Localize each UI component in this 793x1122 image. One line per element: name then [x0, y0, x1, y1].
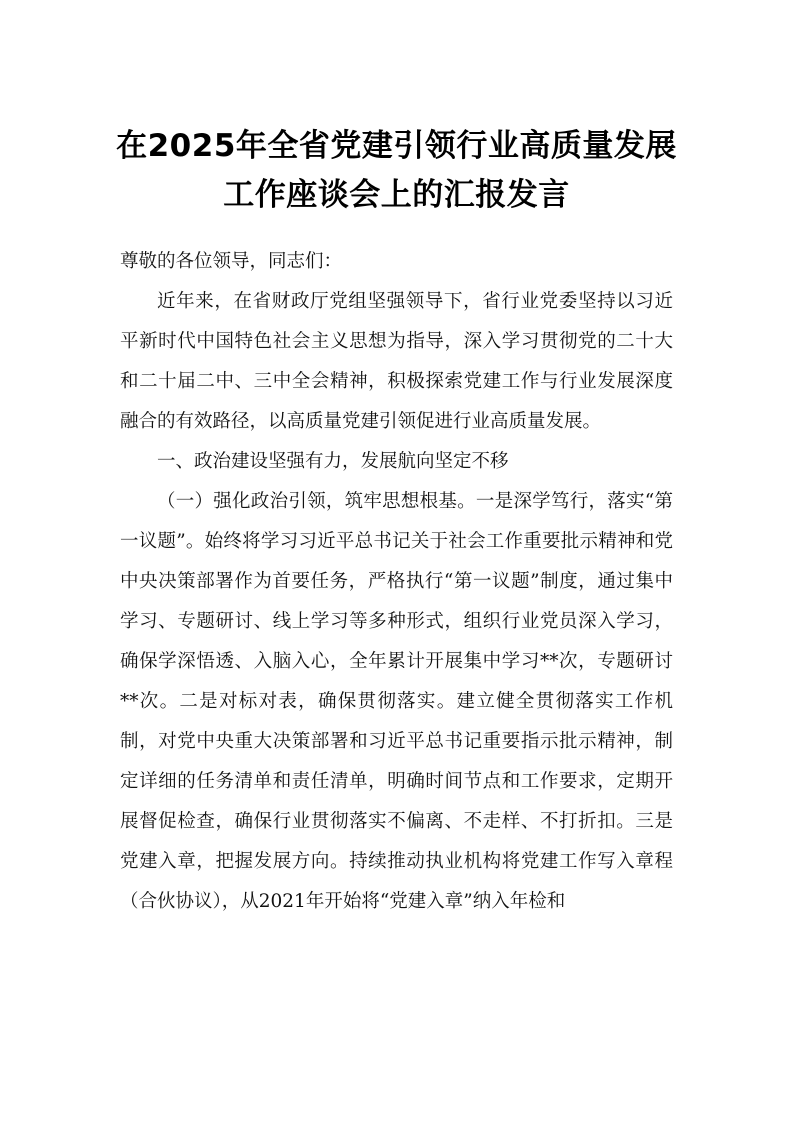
paragraph-intro: 近年来，在省财政厅党组坚强领导下，省行业党委坚持以习近平新时代中国特色社会主义思想为指导，深入学习贯彻党的二十大和二十届二中、三中全会精神，积极探索党建工作与行业发展深度融合的有效路径，以高质量党建引领促进行业高质量发展。 [120, 291, 673, 432]
document-body [120, 242, 673, 922]
document-title: 在2025年全省党建引领行业高质量发展工作座谈会上的汇报发言 [116, 128, 677, 213]
paragraph-subsection-1: （一）强化政治引领，筑牢思想根基。一是深学笃行，落实“第一议题”。始终将学习习近平总书记关于社会工作重要批示精神和党中央决策部署作为首要任务，严格执行“第一议题”制度，通过集中学习、专题研讨、线上学习等多种形式，组织行业党员深入学习，确保学深悟透、入脑入心，全年累计开展集中学习**次，专题研讨**次。二是对标对表，确保贯彻落实。建立健全贯彻落实工作机制，对党中央重大决策部署和习近平总书记重要指示批示精神，制定详细的任务清单和责任清单，明确时间节点和工作要求，定期开展督促检查，确保行业贯彻落实不偏离、不走样、不打折扣。三是党建入章，把握发展方向。持续推动执业机构将党建工作写入章程（合伙协议），从2021年开始将“党建入章”纳入年检和 [120, 491, 673, 912]
section-heading-1: 一、政治建设坚强有力，发展航向坚定不移 [157, 451, 509, 472]
salutation: 尊敬的各位领导，同志们： [120, 251, 343, 272]
